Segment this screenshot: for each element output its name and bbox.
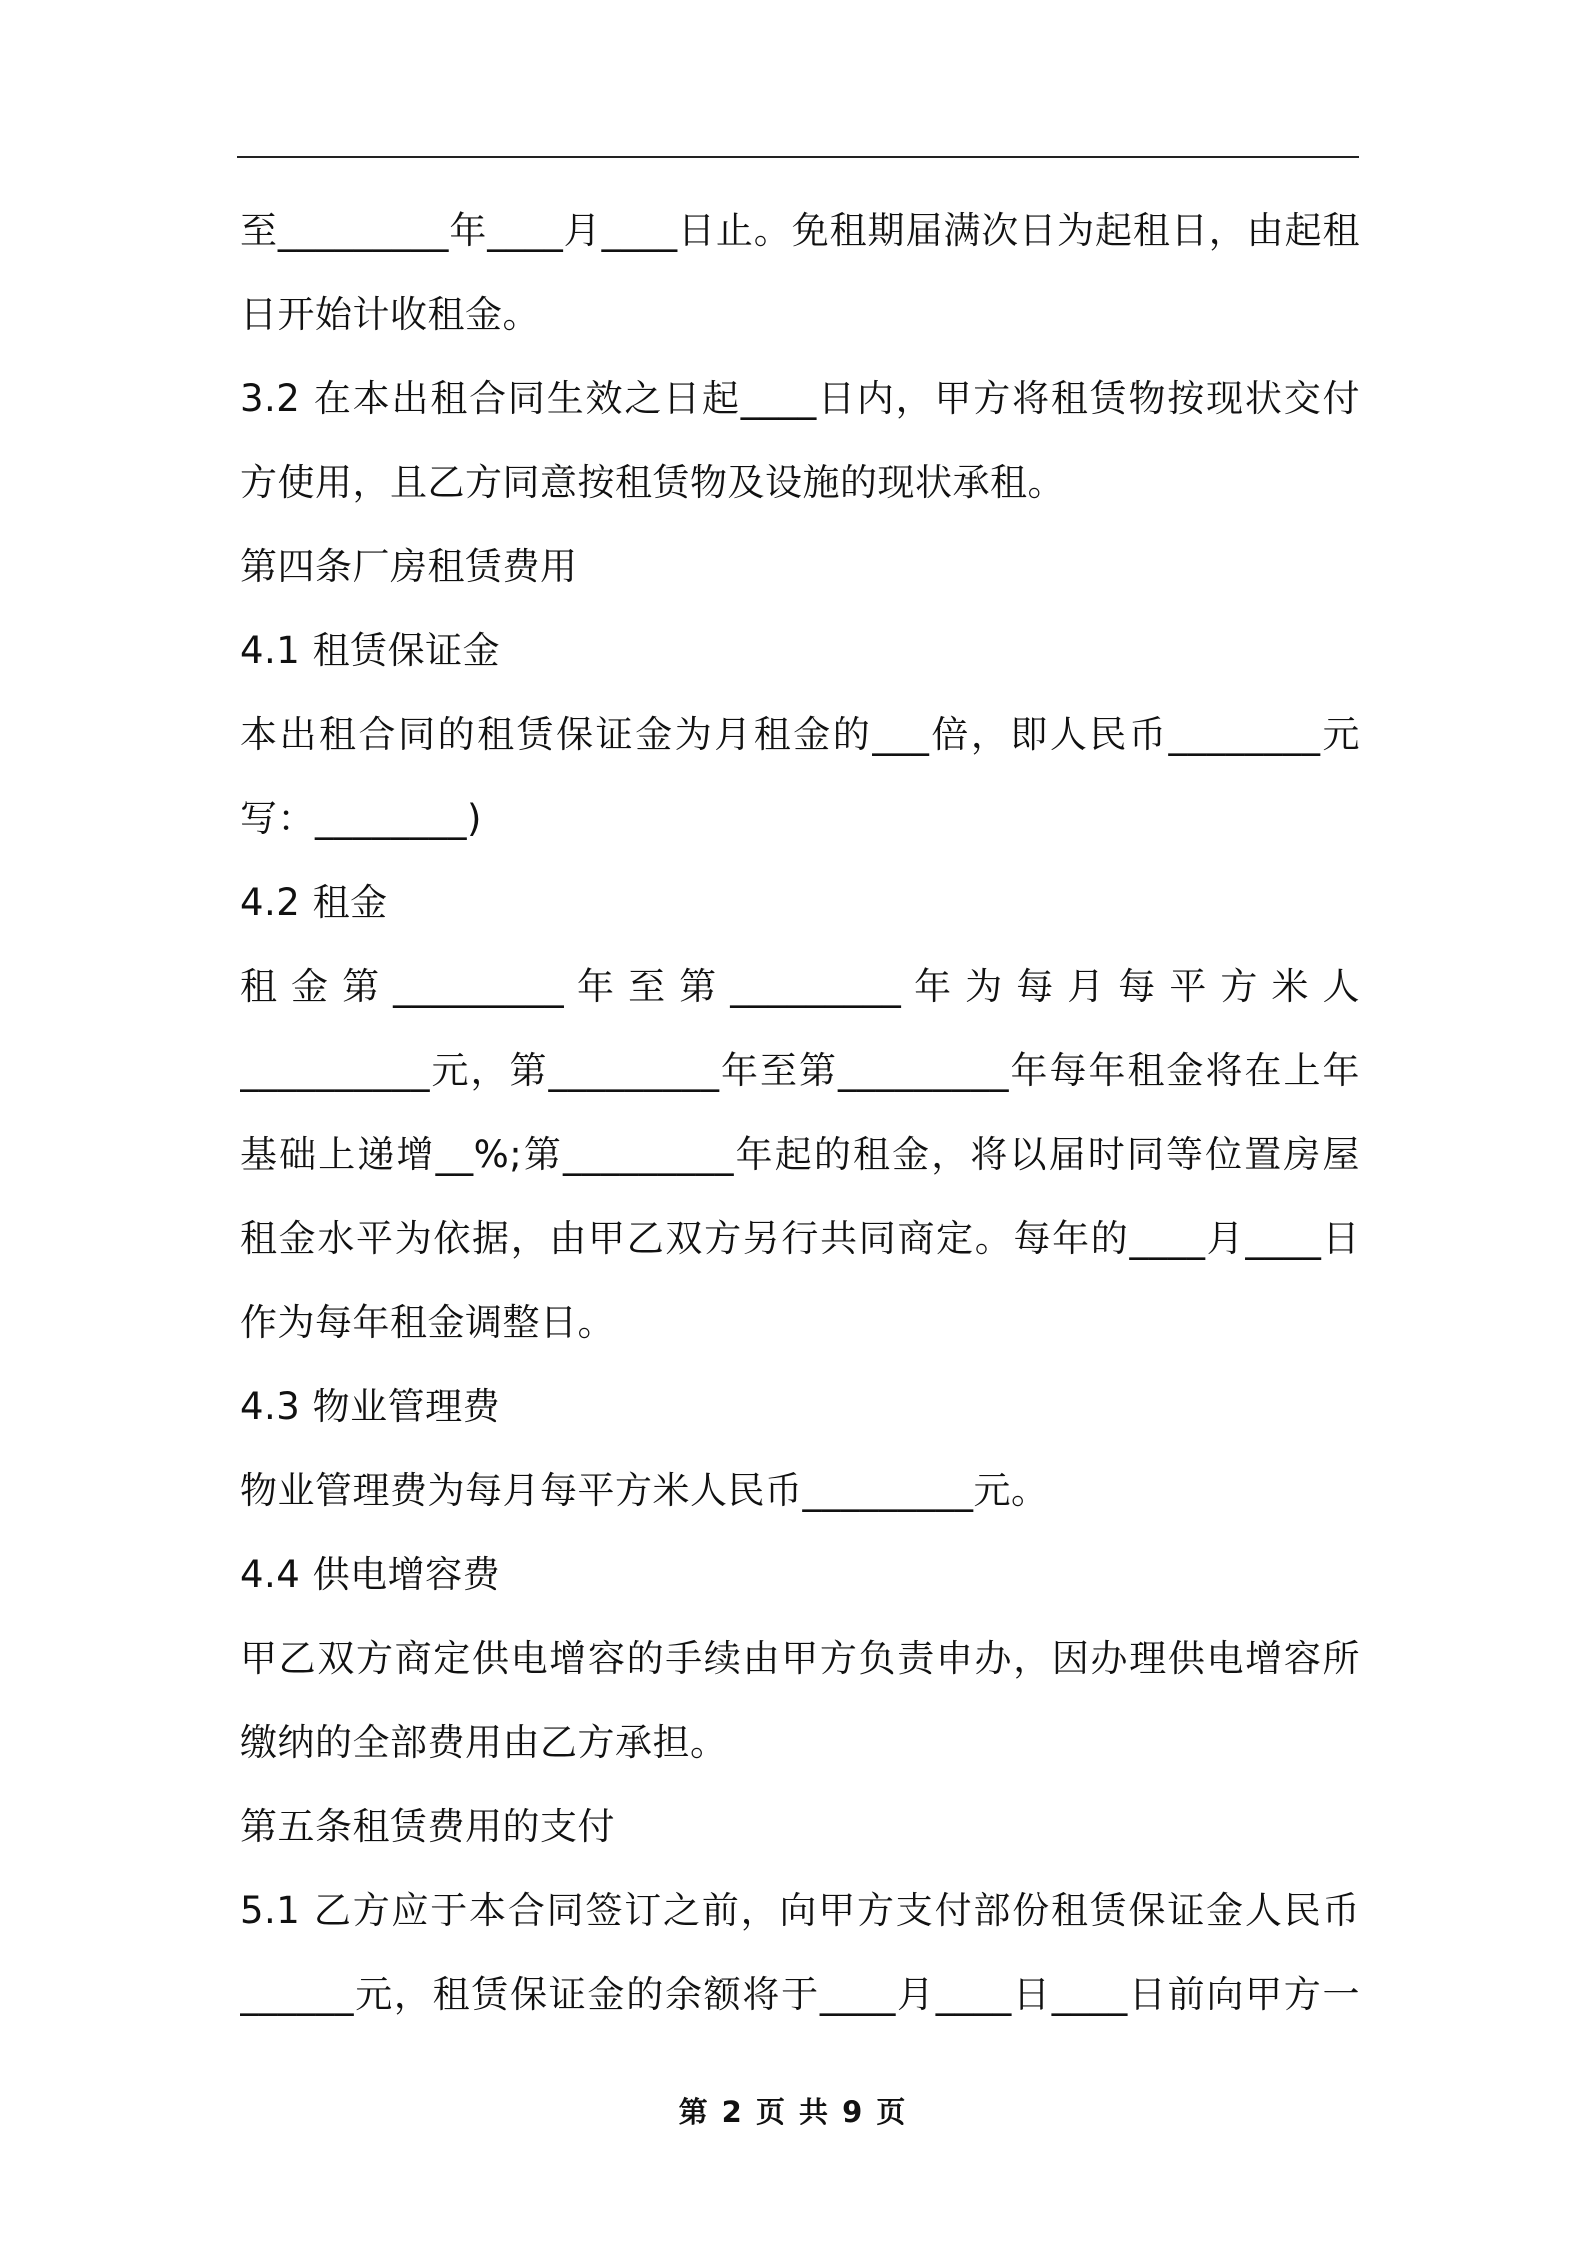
text-line: 5.1 乙方应于本合同签订之前，向甲方支付部份租赁保证金人民币 [240, 1889, 1360, 1932]
contract-body [240, 192, 1360, 2040]
text-line: 本出租合同的租赁保证金为月租金的___倍，即人民币________元 [240, 713, 1360, 756]
text-line: 基础上递增__%;第_________年起的租金，将以届时同等位置房屋 [240, 1133, 1360, 1176]
text-line: 日开始计收租金。 [240, 293, 540, 336]
text-line: 写：________) [240, 797, 482, 840]
text-line: 3.2 在本出租合同生效之日起____日内，甲方将租赁物按现状交付 [240, 377, 1360, 420]
text-line: 方使用，且乙方同意按租赁物及设施的现状承租。 [240, 461, 1065, 504]
text-line: ______元，租赁保证金的余额将于____月____日____日前向甲方一 [240, 1973, 1360, 2016]
page-number-footer: 第 2 页 共 9 页 [678, 2095, 908, 2129]
text-line: __________元，第_________年至第_________年每年租金将在上年 [240, 1049, 1360, 1092]
section-heading: 第四条厂房租赁费用 [240, 545, 578, 588]
text-line: 甲乙双方商定供电增容的手续由甲方负责申办，因办理供电增容所 [240, 1637, 1360, 1680]
subsection-heading: 4.4 供电增容费 [240, 1553, 501, 1596]
header-rule [237, 156, 1359, 158]
text-line: 物业管理费为每月每平方米人民币_________元。 [240, 1469, 1049, 1512]
text-line: 作为每年租金调整日。 [240, 1301, 615, 1344]
text-line: 缴纳的全部费用由乙方承担。 [240, 1721, 728, 1764]
subsection-heading: 4.1 租赁保证金 [240, 629, 501, 672]
text-line: 租 金 第 _________ 年 至 第 _________ 年 为 每 月 每 平 方 米 人 [240, 965, 1360, 1008]
subsection-heading: 4.2 租金 [240, 881, 388, 924]
text-line: 租金水平为依据，由甲乙双方另行共同商定。每年的____月____日 [240, 1217, 1360, 1260]
section-heading: 第五条租赁费用的支付 [240, 1805, 615, 1848]
subsection-heading: 4.3 物业管理费 [240, 1385, 501, 1428]
text-line: 至_________年____月____日止。免租期届满次日为起租日，由起租 [240, 209, 1360, 252]
